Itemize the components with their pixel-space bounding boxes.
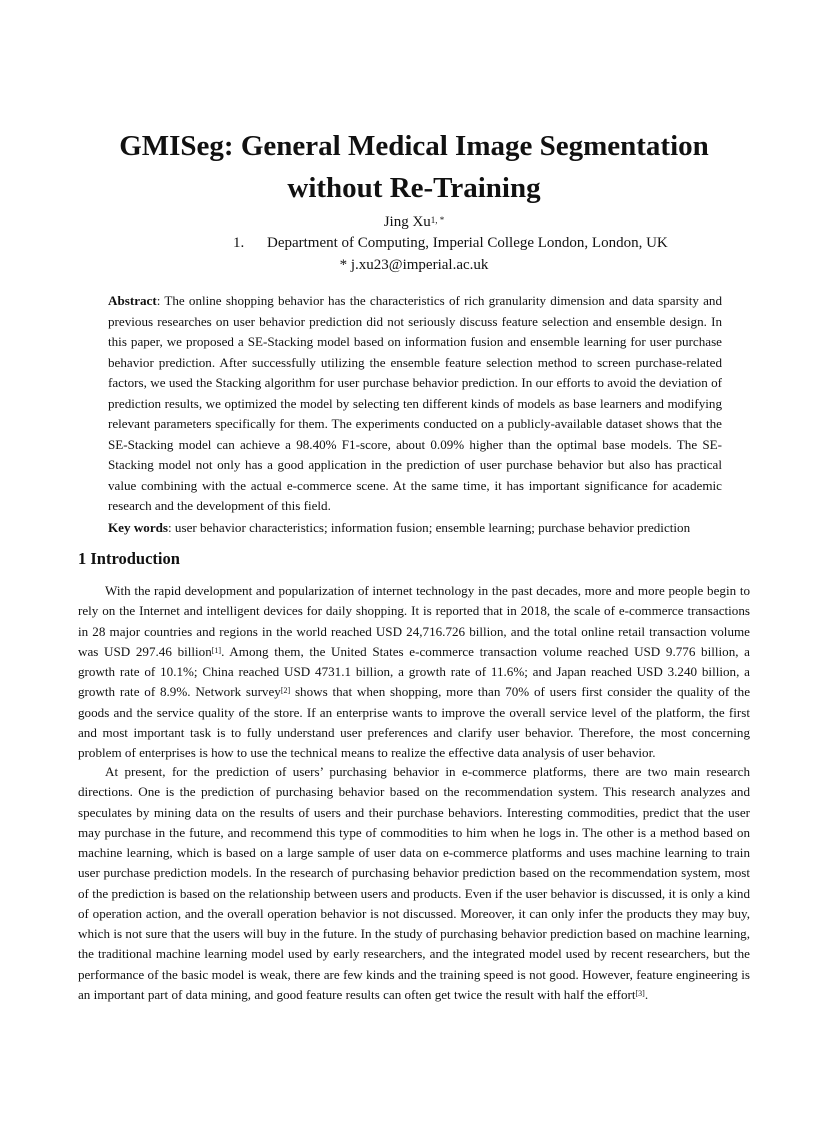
- author-name: Jing Xu: [383, 214, 431, 230]
- paragraph-text: shows that when shopping, more than 70% of users first consider the quality of the goods and the service quality of the store. If an enterprise wants to improve the overall service level of the platform, the first and most important task is to fully understand user preferences and clarify user behavior. Therefore, the most concerning problem of enterprises is how to use the technical means to realize the effective data analysis of user behavior.: [78, 684, 751, 760]
- citation-3[interactable]: [3]: [635, 988, 645, 998]
- paragraph-text: With the rapid development and popularization of internet technology in the past decades, more and more people begin to rely on the Internet and intelligent devices for daily shopping. It is reported that in 2018, the scale of e-commerce transactions in 28 major countries and regions in the world reached USD 24,716.726 billion, and the total online retail transaction volume was USD 297.46 billion: [78, 583, 750, 659]
- affiliation-number: 1.: [233, 235, 245, 251]
- title-line-2: without Re-Training: [287, 172, 541, 204]
- intro-paragraph-2: [78, 762, 750, 1005]
- author-email[interactable]: * j.xu23@imperial.ac.uk: [339, 257, 489, 273]
- title-line-1: GMISeg: General Medical Image Segmentation: [119, 130, 709, 162]
- section-heading-introduction: 1 Introduction: [78, 549, 180, 568]
- intro-paragraph-1: [78, 581, 750, 763]
- abstract-text: : The online shopping behavior has the characteristics of rich granularity dimension and data sparsity and previous researches on user behavior prediction did not seriously discuss feature selection and ensemble design. In this paper, we proposed a SE-Stacking model based on information fusion and ensemble learning for user purchase behavior prediction. After successfully utilizing the ensemble feature selection method to screen purchase-related factors, we used the Stacking algorithm for user purchase behavior prediction. In our efforts to avoid the deviation of prediction results, we optimized the model by selecting ten different kinds of models as base learners and modifying relevant parameters specifically for them. The experiments conducted on a publicly-available dataset shows that the SE-Stacking model can achieve a 98.40% F1-score, about 0.09% higher than the optimal base models. The SE-Stacking model not only has a good application in the prediction of user purchase behavior but also has practical value combining with the actual e-commerce scene. At the same time, it has important significance for academic research and the development of this field.: [108, 293, 722, 513]
- affiliation: [233, 233, 668, 253]
- author-line: [0, 212, 828, 232]
- keywords: [108, 518, 728, 538]
- keywords-label: Key words: [108, 520, 169, 535]
- citation-1[interactable]: [1]: [211, 645, 222, 655]
- citation-2[interactable]: [2]: [280, 686, 291, 696]
- abstract-label: Abstract: [108, 293, 157, 308]
- paper-title: [60, 125, 768, 209]
- abstract: [108, 291, 722, 517]
- author-superscript: 1, *: [430, 215, 445, 225]
- keywords-text: : user behavior characteristics; information fusion; ensemble learning; purchase behavior prediction: [168, 520, 691, 535]
- affiliation-text: Department of Computing, Imperial College London, London, UK: [267, 235, 668, 251]
- paragraph-text: .: [644, 986, 649, 1002]
- paragraph-text: At present, for the prediction of users’ purchasing behavior in e-commerce platforms, there are two main research directions. One is the prediction of purchasing behavior based on the recommendation system. This research analyzes and speculates by mining data on the results of users and their purchase behaviors. Interesting commodities, predict that the user may purchase in the future, and recommend this type of commodities to him when he logs in. The other is a method based on machine learning, which is based on a large sample of user data on e-commerce platforms and uses machine learning to train user purchase prediction models. In the research of purchasing behavior prediction based on the recommendation system, most of the prediction is based on the relationship between users and products. Even if the user behavior is discussed, it is only a kind of operation action, and the overall operation behavior is not discussed. Moreover, it can only infer the products they may buy, which is not sure that the users will buy in the future. In the study of purchasing behavior prediction based on machine learning, the traditional machine learning model used by early researchers, and the integrated model used by recent researchers, but the performance of the basic model is weak, there are few kinds and the training speed is not good. However, feature engineering is an important part of data mining, and good feature results can often get twice the result with half the effort: [78, 764, 750, 1002]
- paragraph-text: . Among them, the United States e-commerce transaction volume reached USD 9.776 billion, a growth rate of 10.1%; China reached USD 4731.1 billion, a growth rate of 11.6%; and Japan reached USD 3.240 billion, a growth rate of 8.9%. Network survey: [78, 643, 750, 700]
